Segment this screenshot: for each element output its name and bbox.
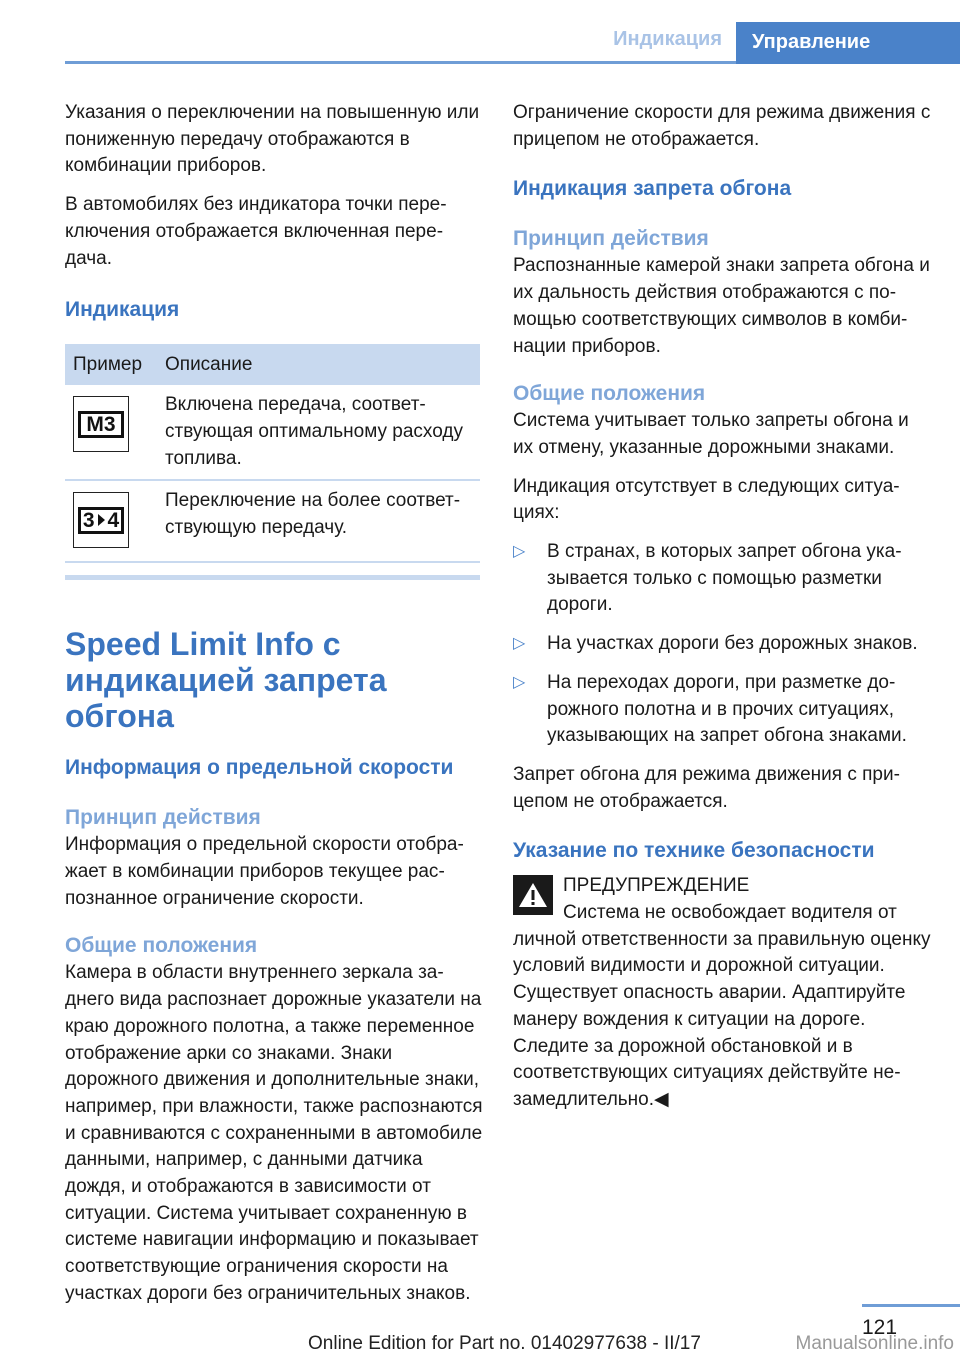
table-row bbox=[65, 480, 480, 562]
warning-text: Система не освобождает водителя от личной ответственности за правильную оценку условий видимости и дорожной ситуации. Существует опасность аварии. Адаптируйте манеру вождения к ситуации на дороге. Следите за дорожной обстановкой и в соответствующих ситуациях действуйте незамедлительно.◀ bbox=[513, 902, 931, 1110]
paragraph-principle: Распознанные камерой знаки запрета обгона и их дальность действия отображаются с помощью соответствующих символов в комбинации приборов. bbox=[513, 255, 930, 357]
paragraph-general: Камера в области внутреннего зеркала заднего вида распознает дорожные указатели на краю дорожного полотна, а также переменное отображение арки со знаками. Знаки дорожного движения и дополнительные знаки, например, при влажности, также распознаются и сравниваются с сохраненными в автомобиле данными, например, с данными датчика дождя, и отображаются в зависимости от ситуации. Система учитывает сохраненную в системе навигации информацию и показывает соответствующие ограничения скорости на участках дороги без ограничительных знаков. bbox=[65, 962, 483, 1304]
edition-footer: Online Edition for Part no. 01402977638 - II/17 bbox=[308, 1333, 701, 1354]
list-item: ▷ На участках дороги без дорожных знаков. bbox=[513, 631, 931, 658]
situations-list bbox=[513, 539, 931, 750]
table-cell-description: Включена передача, соответствующая оптимальному расходу топлива. bbox=[157, 385, 480, 480]
gear-optimal-label: M3 bbox=[78, 411, 124, 438]
list-item: ▷ В странах, в которых запрет обгона указывается только с помощью разметки дороги. bbox=[513, 541, 902, 616]
list-item: ▷ На переходах дороги, при разметке дорожного полотна и в прочих ситуациях, указывающих на запрет обгона знаками. bbox=[513, 671, 907, 747]
warning-block bbox=[513, 873, 931, 1113]
right-column bbox=[513, 100, 931, 1114]
heading-general: Общие положения bbox=[513, 382, 706, 406]
triangle-bullet-icon: ▷ bbox=[513, 635, 526, 653]
heading-no-overtaking: Индикация запрета обгона bbox=[513, 177, 792, 201]
heading-speed-limit: Информация о предельной скорости bbox=[65, 756, 454, 780]
page-number-rule bbox=[862, 1304, 960, 1307]
warning-triangle-icon bbox=[513, 875, 553, 915]
tab-indication[interactable]: Индикация bbox=[613, 28, 722, 50]
paragraph-trailer: Ограничение скорости для режима движения с прицепом не отображается. bbox=[513, 102, 931, 150]
indication-table bbox=[65, 344, 480, 563]
gear-shift-to: 4 bbox=[107, 508, 120, 532]
gear-shift-icon bbox=[73, 492, 129, 548]
paragraph-principle: Информация о предельной скорости отображает в комбинации приборов текущее распознанное ограничение скорости. bbox=[65, 834, 464, 909]
column-header-example: Пример bbox=[65, 344, 157, 385]
warning-title: ПРЕДУПРЕЖДЕНИЕ bbox=[563, 875, 750, 897]
heading-general: Общие положения bbox=[65, 934, 258, 958]
heading-principle: Принцип действия bbox=[65, 806, 261, 830]
table-row bbox=[65, 385, 480, 480]
column-header-description: Описание bbox=[157, 344, 480, 385]
arrow-right-icon bbox=[97, 513, 106, 527]
paragraph-trailer-2: Запрет обгона для режима движения с прицепом не отображается. bbox=[513, 763, 900, 812]
paragraph-general-2: Индикация отсутствует в следующих ситуациях: bbox=[513, 475, 900, 524]
triangle-bullet-icon: ▷ bbox=[513, 673, 526, 691]
watermark: Manualsonline.info bbox=[795, 1333, 954, 1354]
gear-optimal-icon bbox=[73, 396, 129, 452]
heading-principle: Принцип действия bbox=[513, 227, 709, 251]
section-divider bbox=[65, 575, 480, 580]
tab-controls[interactable]: Управление bbox=[736, 22, 960, 64]
gear-shift-from: 3 bbox=[82, 508, 95, 532]
heading-indication: Индикация bbox=[65, 298, 180, 322]
table-cell-description: Переключение на более соответствующую передачу. bbox=[157, 480, 480, 562]
paragraph-general-1: Система учитывает только запреты обгона и их отмену, указанные дорожными знаками. bbox=[513, 410, 909, 458]
triangle-bullet-icon: ▷ bbox=[513, 543, 526, 561]
heading-speed-limit-info: Speed Limit Info с индикацией запрета обгона bbox=[65, 626, 387, 735]
heading-safety: Указание по технике безопасности bbox=[513, 839, 875, 863]
left-column bbox=[65, 100, 483, 1320]
paragraph-shift-hints: Указания о переключении на повышенную или пониженную передачу отображаются в комбинации приборов. bbox=[65, 102, 480, 177]
paragraph-no-indicator: В автомобилях без индикатора точки переключения отображается включенная передача. bbox=[65, 194, 447, 269]
page-number: 121 bbox=[862, 1316, 898, 1339]
